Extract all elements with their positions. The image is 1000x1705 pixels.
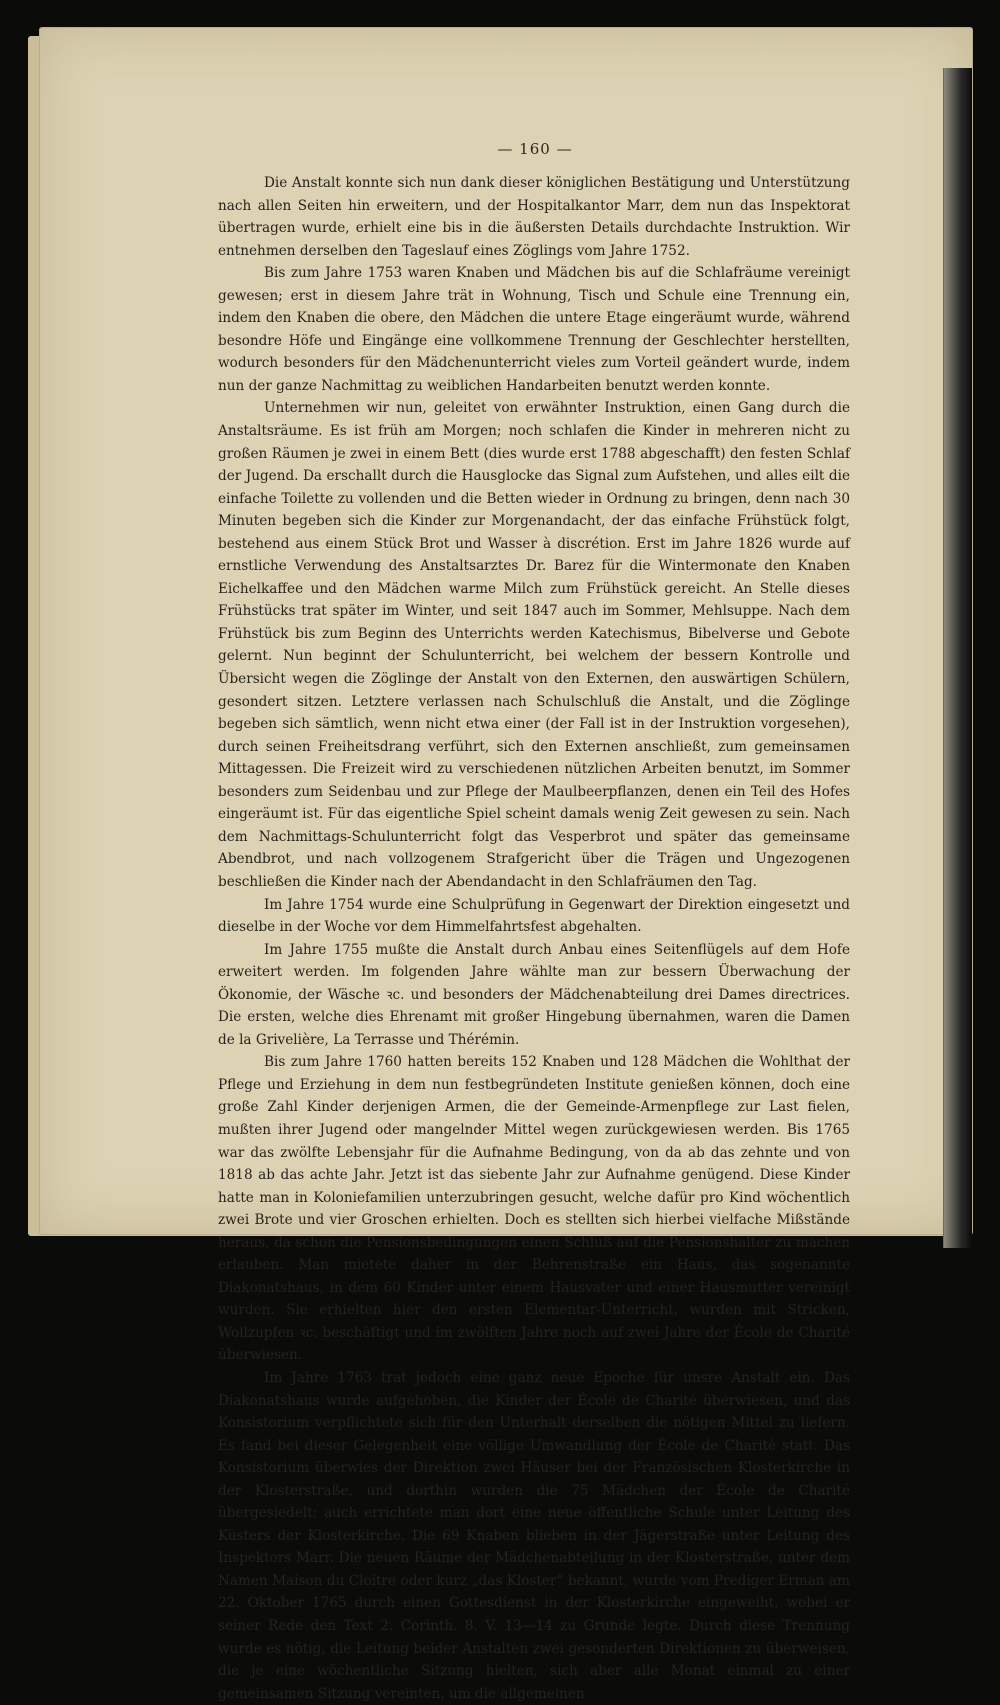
paragraph: Im Jahre 1754 wurde eine Schulprüfung in Gegenwart der Direktion eingesetzt und dieselbe in der Woche vor dem Himmelfahrtsfest abgehalten. xyxy=(218,896,850,936)
book-gutter xyxy=(943,68,972,1248)
paragraph: Unternehmen wir nun, geleitet von erwähnter Instruktion, einen Gang durch die Anstaltsräume. Es ist früh am Morgen; noch schlafen die Kinder in mehreren nicht zu großen Räumen je zwei in einem Bett (dies wurde erst 1788 abgeschafft) den festen Schlaf der Jugend. Da erschallt durch die Hausglocke das Signal zum Aufstehen, und alles eilt die einfache Toilette zu vollenden und die Betten wieder in Ordnung zu bringen, denn nach 30 Minuten begeben sich die Kinder zur Morgenandacht, der das einfache Frühstück folgt, bestehend aus einem Stück Brot und Wasser à discrétion. Erst im Jahre 1826 wurde auf ernstliche Verwendung des Anstaltsarztes Dr. Barez für die Wintermonate den Knaben Eichelkaffee und den Mädchen warme Milch zum Frühstück gereicht. An Stelle dieses Frühstücks trat später im Winter, und seit 1847 auch im Sommer, Mehlsuppe. Nach dem Frühstück bis zum Beginn des Unterrichts werden Katechismus, Bibelverse und Gebote gelernt. Nun beginnt der Schulunterricht, bei welchem der bessern Kontrolle und Übersicht wegen die Zöglinge der Anstalt von den Externen, den auswärtigen Schülern, gesondert sitzen. Letztere verlassen nach Schulschluß die Anstalt, und die Zöglinge begeben sich sämtlich, wenn nicht etwa einer (der Fall ist in der Instruktion vorgesehen), durch seinen Freiheitsdrang verführt, sich den Externen anschließt, zum gemeinsamen Mittagessen. Die Freizeit wird zu verschiedenen nützlichen Arbeiten benutzt, im Sommer besonders zum Seidenbau und zur Pflege der Maulbeerpflanzen, denen ein Teil des Hofes eingeräumt ist. Für das eigentliche Spiel scheint damals wenig Zeit gewesen zu sein. Nach dem Nachmittags-Schulunterricht folgt das Vesperbrot und später das gemeinsame Abendbrot, und nach vollzogenem Strafgericht über die Trägen und Ungezogenen beschließen die Kinder nach der Abendandacht in den Schlafräumen den Tag. xyxy=(218,400,850,890)
paragraph: Im Jahre 1755 mußte die Anstalt durch Anbau eines Seitenflügels auf dem Hofe erweitert werden. Im folgenden Jahre wählte man zur bessern Überwachung der Ökonomie, der Wäsche ꝛc. und besonders der Mädchenabteilung drei Dames directrices. Die ersten, welche dies Ehrenamt mit großer Hingebung übernahmen, waren die Damen de la Grivelière, La Terrasse und Thérémin. xyxy=(218,941,850,1048)
paragraph: Bis zum Jahre 1760 hatten bereits 152 Knaben und 128 Mädchen die Wohlthat der Pflege und Erziehung in dem nun festbegründeten Institute genießen können, doch eine große Zahl Kinder derjenigen Armen, die der Gemeinde-Armenpflege zur Last fielen, mußten ihrer Jugend oder mangelnder Mittel wegen zurückgewiesen werden. Bis 1765 war das zwölfte Lebensjahr für die Aufnahme Bedingung, von da ab das zehnte und von 1818 ab das achte Jahr. Jetzt ist das siebente Jahr zur Aufnahme genügend. Diese Kinder hatte man in Koloniefamilien unterzubringen gesucht, welche dafür pro Kind wöchentlich zwei Brote und vier Groschen erhielten. Doch es stellten sich hierbei vielfache Mißstände heraus, da schon die Pensionsbedingungen einen Schluß auf die Pensionshalter zu machen erlauben. Man mietete daher in der Behrenstraße ein Haus, das sogenannte Diakonatshaus, in dem 60 Kinder unter einem Hausvater und einer Hausmutter vereinigt wurden. Sie erhielten hier den ersten Elementar-Unterricht, wurden mit Stricken, Wollzupfen ꝛc. beschäftigt und im zwölften Jahre noch auf zwei Jahre der École de Charité überwiesen. xyxy=(218,1054,850,1364)
page-number: — 160 — xyxy=(497,140,573,158)
paragraph: Bis zum Jahre 1753 waren Knaben und Mädchen bis auf die Schlafräume vereinigt gewesen; erst in diesem Jahre trät in Wohnung, Tisch und Schule eine Trennung ein, indem den Knaben die obere, den Mädchen die untere Etage eingeräumt wurde, während besondre Höfe und Eingänge eine vollkommene Trennung der Geschlechter herstellten, wodurch besonders für den Mädchenunterricht vieles zum Vorteil geändert wurde, indem nun der ganze Nachmittag zu weiblichen Handarbeiten benutzt werden konnte. xyxy=(218,265,850,394)
paragraph: Die Anstalt konnte sich nun dank dieser königlichen Bestätigung und Unterstützung nach allen Seiten hin erweitern, und der Hospitalkantor Marr, dem nun das Inspektorat übertragen wurde, erhielt eine bis in die äußersten Details durchdachte Instruktion. Wir entnehmen derselben den Tageslauf eines Zöglings vom Jahre 1752. xyxy=(218,175,850,259)
paragraph: Im Jahre 1763 trat jedoch eine ganz neue Epoche für unsre Anstalt ein. Das Diakonatshaus wurde aufgehoben, die Kinder der École de Charité überwiesen, und das Konsistorium verpflichtete sich für den Unterhalt derselben die nötigen Mittel zu liefern. Es fand bei dieser Gelegenheit eine völlige Umwandlung der École de Charité statt. Das Konsistorium überwies der Direktion zwei Häuser bei der Französischen Klosterkirche in der Klosterstraße, und dorthin wurden die 75 Mädchen der École de Charité übergesiedelt; auch errichtete man dort eine neue öffentliche Schule unter Leitung des Küsters der Klosterkirche. Die 69 Knaben blieben in der Jägerstraße unter Leitung des Inspektors Marr. Die neuen Räume der Mädchenabteilung in der Klosterstraße, unter dem Namen Maison du Cloître oder kurz „das Kloster“ bekannt, wurde vom Prediger Erman am 22. Oktober 1765 durch einen Gottesdienst in der Klosterkirche eingeweiht, wobei er seiner Rede den Text 2. Corinth. 8. V. 13—14 zu Grunde legte. Durch diese Trennung wurde es nötig, die Leitung beider Anstalten zwei gesonderten Direktionen zu überweisen, die je eine wöchentliche Sitzung hielten, sich aber alle Monat einmal zu einer gemeinsamen Sitzung vereinten, um die allgemeinen xyxy=(218,1369,850,1702)
body-text xyxy=(218,172,850,1705)
